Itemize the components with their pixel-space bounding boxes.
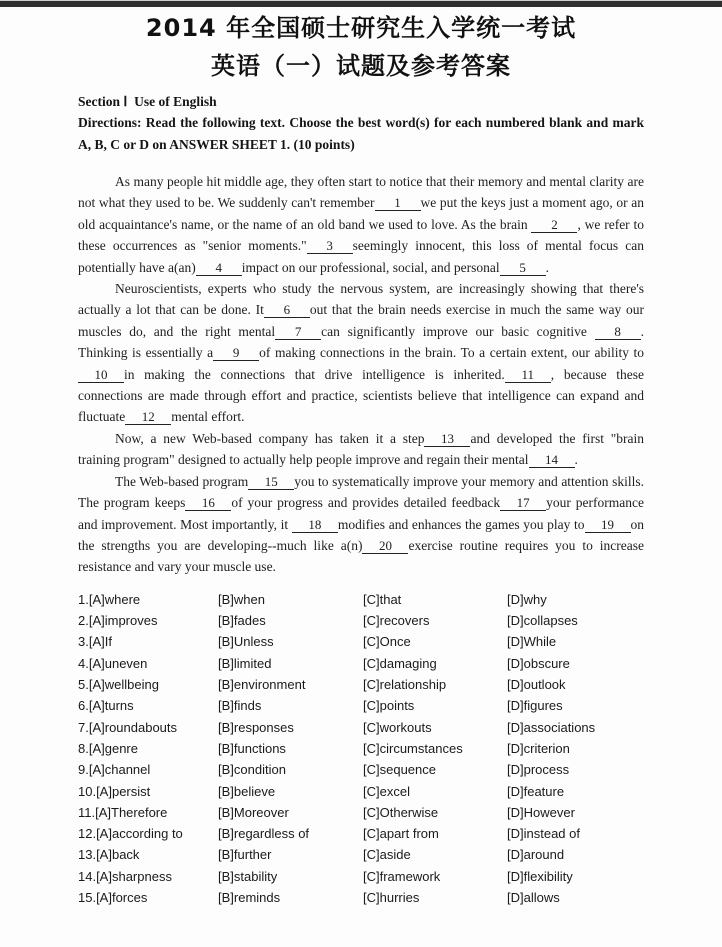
passage-text: can significantly improve our basic cognitive <box>321 323 595 339</box>
blank-16: 16 <box>185 496 231 511</box>
option-11-B: [B]Moreover <box>218 804 289 820</box>
passage-paragraph-4 <box>78 471 644 578</box>
blank-10: 10 <box>78 368 124 383</box>
option-3-D: [D]While <box>507 634 557 650</box>
passage-text: out that the brain needs exercise in much the same way our muscles do, and the right mental <box>78 302 644 339</box>
option-6-A: 6.[A]turns <box>78 698 134 714</box>
passage-text: Now, a new Web-based company has taken it a step <box>115 430 425 446</box>
top-bar <box>0 0 722 7</box>
option-1-A: 1.[A]where <box>78 591 141 607</box>
option-13-C: [C]aside <box>363 847 411 863</box>
passage-text: , we refer to these occurrences as "senior moments." <box>78 216 644 254</box>
option-10-A: 10.[A]persist <box>78 783 151 799</box>
blank-8: 8 <box>595 325 641 340</box>
passage-paragraph-1 <box>78 171 644 278</box>
option-2-C: [C]recovers <box>363 613 430 629</box>
blank-18: 18 <box>292 518 338 533</box>
option-15-C: [C]hurries <box>363 890 420 906</box>
option-4-B: [B]limited <box>218 655 272 671</box>
passage-text: your performance and improvement. Most importantly, it <box>78 495 644 532</box>
option-15-A: 15.[A]forces <box>78 890 148 906</box>
option-11-A: 11.[A]Therefore <box>78 804 168 820</box>
option-4-C: [C]damaging <box>363 655 437 671</box>
option-row-11 <box>78 802 644 823</box>
passage-text: mental effort. <box>171 409 245 425</box>
option-6-D: [D]figures <box>507 698 563 714</box>
option-13-D: [D]around <box>507 847 565 863</box>
option-10-B: [B]believe <box>218 783 276 799</box>
passage-text: in making the connections that drive intelligence is inherited. <box>124 366 505 382</box>
page-title: 2014 年全国硕士研究生入学统一考试 <box>145 14 577 42</box>
passage-text: Neuroscientists, experts who study the nervous system, are increasingly showing that there's actually a lot that can be done. It <box>78 281 644 318</box>
directions-text: Directions: Read the following text. Choose the best word(s) for each numbered blank and mark A, B, C or D on ANSWER SHEET 1. (10 points) <box>78 115 644 152</box>
option-14-D: [D]flexibility <box>507 868 573 884</box>
blank-1: 1 <box>375 196 421 211</box>
option-11-C: [C]Otherwise <box>363 804 439 820</box>
passage-text: The Web-based program <box>115 473 249 489</box>
option-9-C: [C]sequence <box>363 762 436 778</box>
option-9-D: [D]process <box>507 762 570 778</box>
option-12-B: [B]regardless of <box>218 826 310 842</box>
passage <box>78 171 644 578</box>
option-row-13 <box>78 844 644 865</box>
option-row-6 <box>78 695 644 716</box>
option-6-B: [B]finds <box>218 698 262 714</box>
passage-text: impact on our professional, social, and personal <box>241 259 500 275</box>
blank-4: 4 <box>196 261 242 276</box>
option-row-1 <box>78 589 644 610</box>
passage-text: seemingly innocent, this loss of mental focus can potentially have a(an) <box>78 238 644 275</box>
option-5-C: [C]relationship <box>363 677 447 693</box>
option-row-12 <box>78 823 644 844</box>
option-row-15 <box>78 887 644 908</box>
option-15-B: [B]reminds <box>218 890 281 906</box>
option-5-B: [B]environment <box>218 677 306 693</box>
option-10-C: [C]excel <box>363 783 410 799</box>
option-7-D: [D]associations <box>507 719 596 735</box>
option-8-A: 8.[A]genre <box>78 740 138 756</box>
options-list <box>78 589 644 908</box>
option-row-9 <box>78 759 644 780</box>
blank-11: 11 <box>505 368 551 383</box>
blank-13: 13 <box>424 432 470 447</box>
blank-6: 6 <box>264 303 310 318</box>
option-row-3 <box>78 631 644 652</box>
option-7-B: [B]responses <box>218 719 294 735</box>
blank-14: 14 <box>529 453 575 468</box>
blank-17: 17 <box>500 496 546 511</box>
option-row-10 <box>78 780 644 801</box>
option-14-C: [C]framework <box>363 868 441 884</box>
option-4-A: 4.[A]uneven <box>78 655 148 671</box>
option-9-A: 9.[A]channel <box>78 762 151 778</box>
section-heading: Section Ⅰ Use of English <box>78 94 217 109</box>
blank-9: 9 <box>213 346 259 361</box>
option-9-B: [B]condition <box>218 762 286 778</box>
option-12-A: 12.[A]according to <box>78 826 183 842</box>
passage-text: . Thinking is essentially a <box>78 323 644 361</box>
option-row-7 <box>78 717 644 738</box>
option-row-8 <box>78 738 644 759</box>
option-2-B: [B]fades <box>218 613 266 629</box>
blank-20: 20 <box>362 539 408 554</box>
blank-15: 15 <box>248 475 294 490</box>
page-subtitle: 英语（一）试题及参考答案 <box>211 52 511 80</box>
option-1-D: [D]why <box>507 591 547 607</box>
blank-12: 12 <box>125 410 171 425</box>
option-2-D: [D]collapses <box>507 613 578 629</box>
option-15-D: [D]allows <box>507 890 560 906</box>
option-7-A: 7.[A]roundabouts <box>78 719 178 735</box>
option-1-B: [B]when <box>218 591 265 607</box>
option-11-D: [D]However <box>507 804 575 820</box>
option-12-D: [D]instead of <box>507 826 580 842</box>
option-3-A: 3.[A]If <box>78 634 112 650</box>
option-12-C: [C]apart from <box>363 826 439 842</box>
option-10-D: [D]feature <box>507 783 565 799</box>
passage-text: . <box>574 452 578 468</box>
passage-text: As many people hit middle age, they often start to notice that their memory and mental clarity are not what they used to be. We suddenly can't remember <box>78 174 644 211</box>
option-8-D: [D]criterion <box>507 740 570 756</box>
passage-text: you to systematically improve your memory and attention skills. The program keeps <box>78 473 644 511</box>
option-7-C: [C]workouts <box>363 719 432 735</box>
option-6-C: [C]points <box>363 698 415 714</box>
option-14-B: [B]stability <box>218 868 278 884</box>
passage-text: and developed the first "brain training program" designed to actually help people improve and regain their mental <box>78 430 644 468</box>
option-5-D: [D]outlook <box>507 677 566 693</box>
option-5-A: 5.[A]wellbeing <box>78 677 159 693</box>
option-1-C: [C]that <box>363 591 402 607</box>
option-14-A: 14.[A]sharpness <box>78 868 172 884</box>
option-row-5 <box>78 674 644 695</box>
passage-paragraph-2 <box>78 278 644 428</box>
passage-text: on the strengths you are developing--much like a(n) <box>78 516 644 553</box>
option-3-B: [B]Unless <box>218 634 274 650</box>
passage-paragraph-3 <box>78 428 644 471</box>
passage-text: modifies and enhances the games you play to <box>337 516 585 532</box>
option-8-C: [C]circumstances <box>363 740 463 756</box>
passage-text: , because these connections are made through effort and practice, scientists believe that intelligence can expand and fluctuate <box>78 366 644 425</box>
option-13-B: [B]further <box>218 847 272 863</box>
passage-text: of your progress and provides detailed feedback <box>231 495 501 511</box>
passage-text: . <box>545 259 550 275</box>
blank-19: 19 <box>585 518 631 533</box>
option-4-D: [D]obscure <box>507 655 570 671</box>
passage-text: we put the keys just a moment ago, or an old acquaintance's name, or the name of an old band we used to love. As the brain <box>78 195 644 232</box>
exam-page <box>0 13 722 908</box>
option-13-A: 13.[A]back <box>78 847 140 863</box>
option-row-2 <box>78 610 644 631</box>
option-3-C: [C]Once <box>363 634 411 650</box>
option-8-B: [B]functions <box>218 740 286 756</box>
passage-text: exercise routine requires you to increase resistance and vary your muscle use. <box>78 537 644 575</box>
blank-2: 2 <box>531 218 577 233</box>
option-2-A: 2.[A]improves <box>78 613 158 629</box>
blank-3: 3 <box>307 239 353 254</box>
option-row-14 <box>78 866 644 887</box>
passage-text: of making connections in the brain. To a certain extent, our ability to <box>259 345 645 361</box>
option-row-4 <box>78 653 644 674</box>
blank-7: 7 <box>275 325 321 340</box>
blank-5: 5 <box>500 261 546 276</box>
